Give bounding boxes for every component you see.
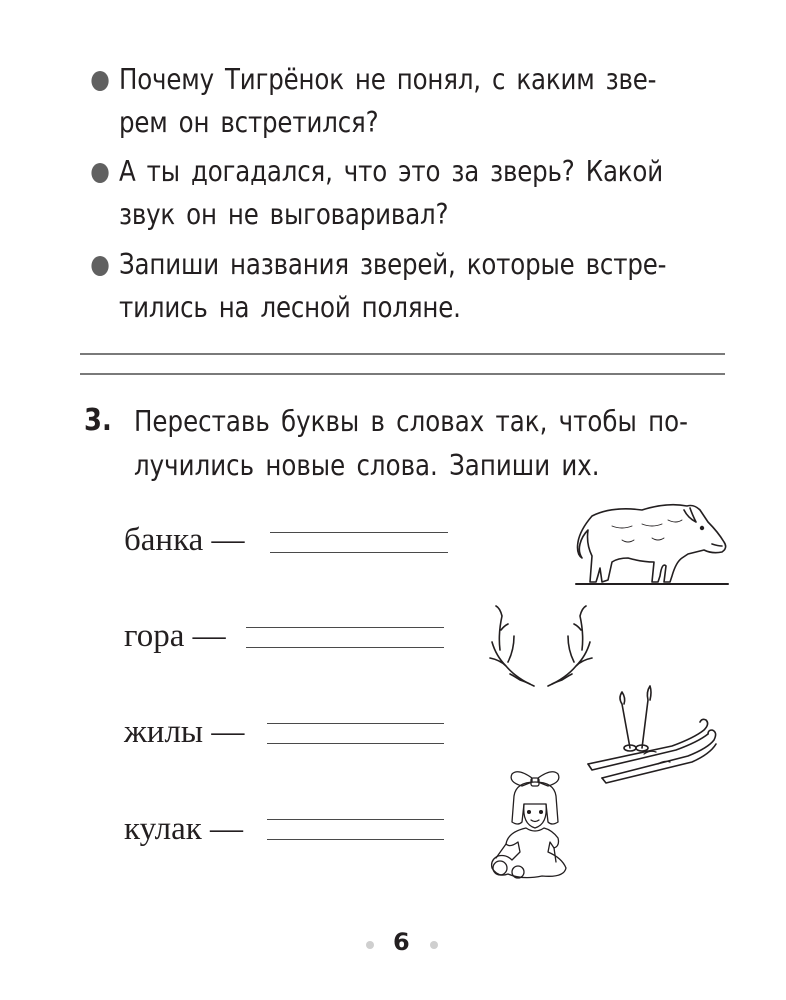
answer-line[interactable] bbox=[267, 839, 444, 840]
word-label: жилы — bbox=[124, 714, 245, 750]
question-3: Запиши названия зверей, которые встре- тились на лесной поляне. bbox=[88, 243, 638, 329]
bullet-icon bbox=[91, 163, 108, 183]
boar-illustration bbox=[572, 496, 732, 588]
word-row-banka bbox=[124, 522, 444, 566]
word-label: гора — bbox=[124, 618, 226, 654]
bullet-icon bbox=[91, 256, 108, 276]
answer-line[interactable] bbox=[246, 647, 444, 648]
page-number: 6 bbox=[393, 928, 410, 956]
answer-line[interactable] bbox=[267, 819, 444, 820]
page-dot-left bbox=[366, 941, 374, 949]
task-number: 3. bbox=[84, 403, 112, 438]
answer-line[interactable] bbox=[267, 743, 444, 744]
answer-line[interactable] bbox=[270, 532, 448, 533]
answer-line-2[interactable] bbox=[80, 373, 725, 375]
antlers-illustration bbox=[486, 600, 596, 692]
skis-illustration bbox=[584, 684, 720, 784]
word-label: банка — bbox=[124, 522, 245, 558]
answer-line[interactable] bbox=[270, 552, 448, 553]
word-row-kulak bbox=[124, 811, 444, 855]
page-dot-right bbox=[430, 941, 438, 949]
word-row-zhily bbox=[124, 714, 444, 758]
word-row-gora bbox=[124, 618, 444, 662]
bullet-icon bbox=[91, 71, 108, 91]
word-label: кулак — bbox=[124, 811, 244, 847]
answer-line[interactable] bbox=[267, 723, 444, 724]
answer-line-1[interactable] bbox=[80, 353, 725, 355]
doll-illustration bbox=[482, 768, 586, 884]
task-instruction: Переставь буквы в словах так, чтобы по- лучились новые слова. Запиши их. bbox=[134, 405, 688, 482]
question-1: Почему Тигрёнок не понял, с каким зве- рем он встретился? bbox=[88, 58, 638, 144]
question-2: А ты догадался, что это за зверь? Какой звук он не выговаривал? bbox=[88, 150, 638, 236]
answer-line[interactable] bbox=[246, 627, 444, 628]
